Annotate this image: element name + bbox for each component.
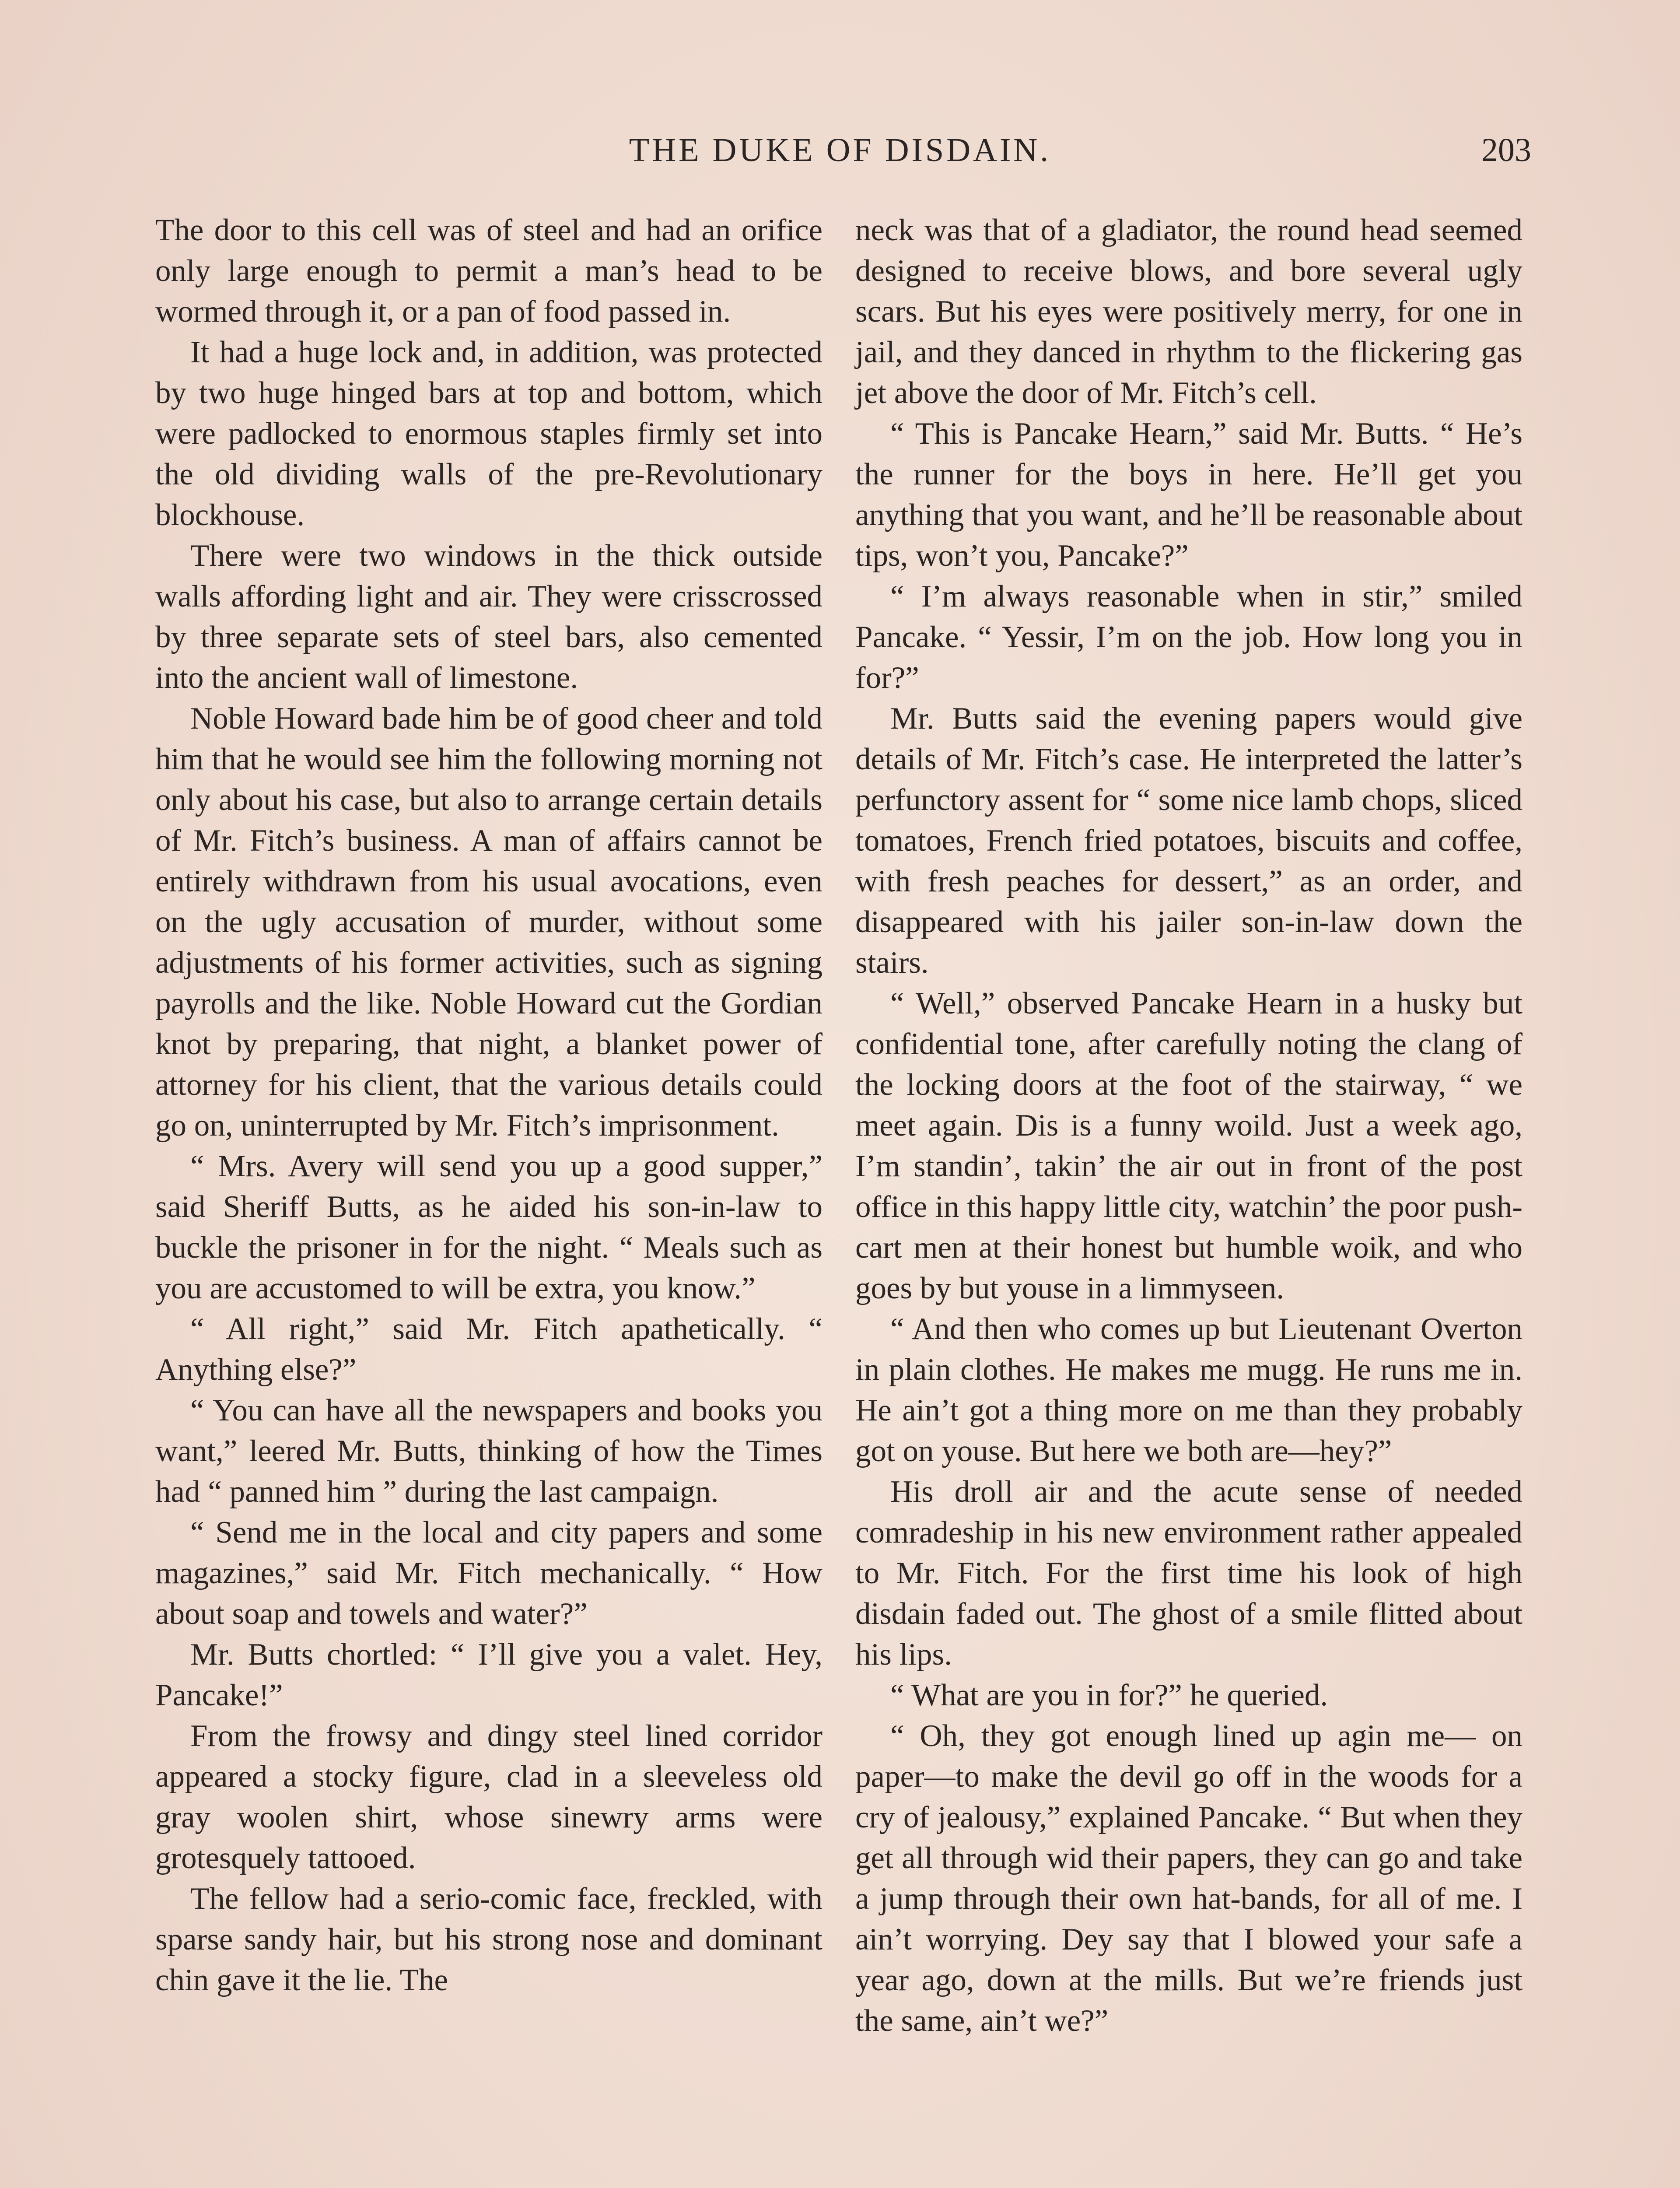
right-text-column [855, 210, 1522, 2041]
paragraph: “ I’m always reasonable when in stir,” smiled Pancake. “ Yessir, I’m on the job. How long you in for?” [855, 579, 1522, 695]
paragraph: “ And then who comes up but Lieutenant Overton in plain clothes. He makes me mugg. He runs me in. He ain’t got a thing more on me than they probably got on youse. But here we both are—hey?” [855, 1312, 1522, 1468]
paragraph: Mr. Butts said the evening papers would give details of Mr. Fitch’s case. He interpreted the latter’s perfunctory assent for “ some nice lamb chops, sliced tomatoes, French fried potatoes, biscuits and coffee, with fresh peaches for dessert,” as an order, and disappeared with his jailer son-in-law down the stairs. [855, 701, 1522, 980]
paragraph: “ Oh, they got enough lined up agin me— on paper—to make the devil go off in the woods for a cry of jealousy,” explained Pancake. “ But when they get all through wid their papers, they can go and take a jump through their own hat-bands, for all of me. I ain’t worrying. Dey say that I blowed your safe a year ago, down at the mills. But we’re friends just the same, ain’t we?” [855, 1719, 1522, 2038]
paragraph: Noble Howard bade him be of good cheer and told him that he would see him the following morning not only about his case, but also to arrange certain details of Mr. Fitch’s business. A man of affairs cannot be entirely withdrawn from his usual avocations, even on the ugly accusation of murder, without some adjustments of his former activities, such as signing payrolls and the like. Noble Howard cut the Gordian knot by preparing, that night, a blanket power of attorney for his client, that the various details could go on, uninterrupted by Mr. Fitch’s imprisonment. [155, 701, 822, 1143]
paragraph: There were two windows in the thick outside walls affording light and air. They were crisscrossed by three separate sets of steel bars, also cemented into the ancient wall of limestone. [155, 539, 822, 695]
paragraph: “ You can have all the newspapers and books you want,” leered Mr. Butts, thinking of how the Times had “ panned him ” during the last campaign. [155, 1393, 822, 1509]
paragraph: “ All right,” said Mr. Fitch apathetically. “ Anything else?” [155, 1312, 822, 1387]
paragraph: The door to this cell was of steel and had an orifice only large enough to permit a man’s head to be wormed through it, or a pan of food passed in. [155, 213, 822, 329]
left-text-column [155, 210, 822, 2001]
paragraph: “ What are you in for?” he queried. [890, 1678, 1328, 1712]
paragraph: neck was that of a gladiator, the round head seemed designed to receive blows, and bore several ugly scars. But his eyes were positively merry, for one in jail, and they danced in rhythm to the flickering gas jet above the door of Mr. Fitch’s cell. [855, 213, 1522, 410]
paragraph: His droll air and the acute sense of needed comradeship in his new environment rather appealed to Mr. Fitch. For the first time his look of high disdain faded out. The ghost of a smile flitted about his lips. [855, 1475, 1522, 1672]
paragraph: “ This is Pancake Hearn,” said Mr. Butts. “ He’s the runner for the boys in here. He’ll get you anything that you want, and he’ll be reasonable about tips, won’t you, Pancake?” [855, 417, 1522, 573]
paragraph: Mr. Butts chortled: “ I’ll give you a valet. Hey, Pancake!” [155, 1637, 822, 1712]
paragraph: “ Well,” observed Pancake Hearn in a husky but confidential tone, after carefully noting the clang of the locking doors at the foot of the stairway, “ we meet again. Dis is a funny woild. Just a week ago, I’m standin’, takin’ the air out in front of the post office in this happy little city, watchin’ the poor push-cart men at their honest but humble woik, and who goes by but youse in a limmyseen. [855, 986, 1522, 1305]
running-title: THE DUKE OF DISDAIN. [629, 132, 1051, 168]
paragraph: “ Mrs. Avery will send you up a good supper,” said Sheriff Butts, as he aided his son-in-law to buckle the prisoner in for the night. “ Meals such as you are accustomed to will be extra, you know.” [155, 1149, 822, 1305]
paragraph: From the frowsy and dingy steel lined corridor appeared a stocky figure, clad in a sleeveless old gray woolen shirt, whose sinewry arms were grotesquely tattooed. [155, 1719, 822, 1875]
paragraph: “ Send me in the local and city papers and some magazines,” said Mr. Fitch mechanically. “ How about soap and towels and water?” [155, 1515, 822, 1631]
paragraph: The fellow had a serio-comic face, freckled, with sparse sandy hair, but his strong nose and dominant chin gave it the lie. The [155, 1882, 822, 1997]
page-number: 203 [1481, 132, 1531, 168]
paragraph: It had a huge lock and, in addition, was protected by two huge hinged bars at top and bottom, which were padlocked to enormous staples firmly set into the old dividing walls of the pre-Revolutionary blockhouse. [155, 335, 822, 532]
page-header [149, 131, 1531, 179]
